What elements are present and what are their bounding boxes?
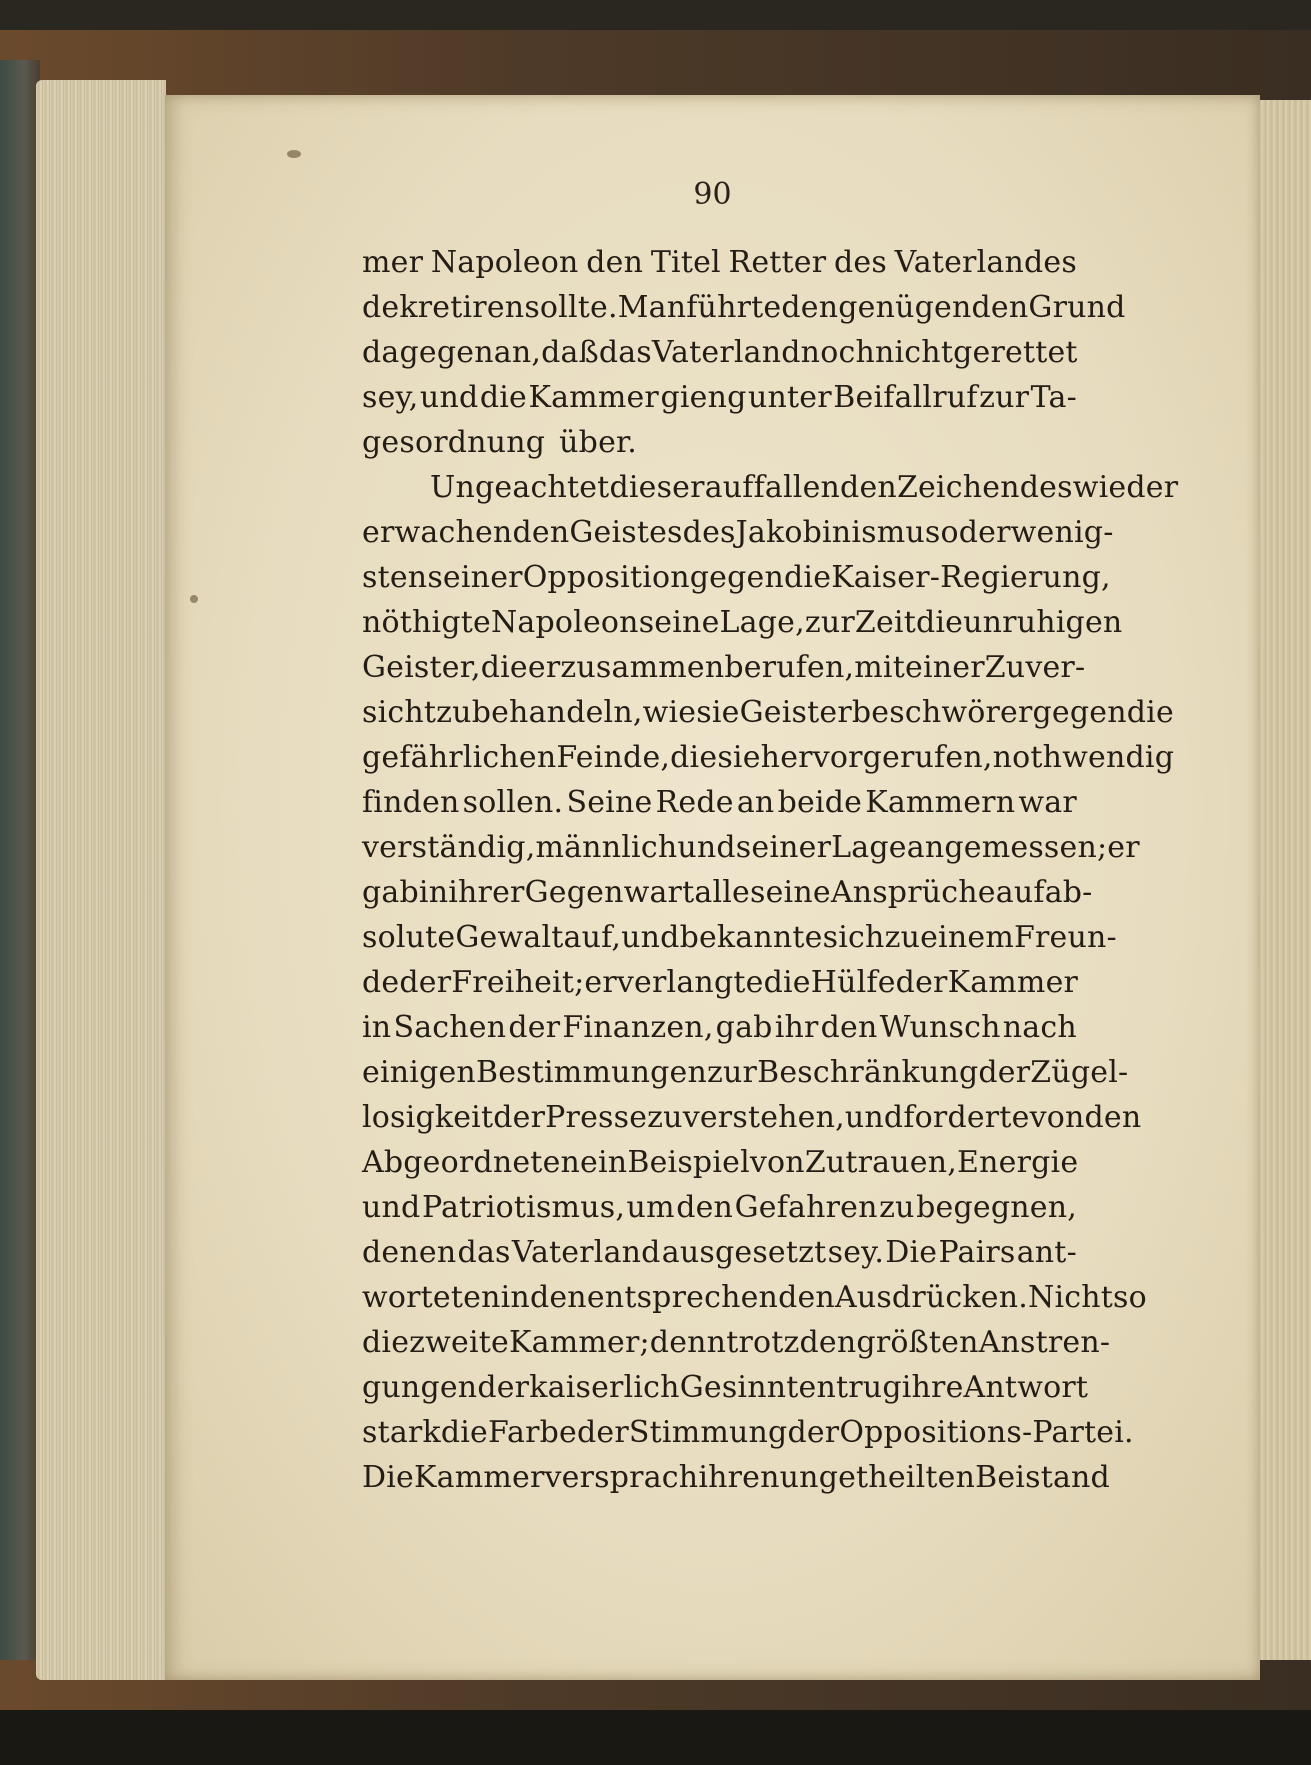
word: der xyxy=(477,1370,530,1405)
word: die xyxy=(440,1415,489,1450)
word: Bestimmungen xyxy=(475,1055,708,1090)
word: Energie xyxy=(957,1145,1079,1180)
word: ungetheilten xyxy=(779,1460,976,1495)
word: kaiserlich xyxy=(529,1370,680,1405)
word: ab- xyxy=(1044,875,1093,910)
word: zu xyxy=(436,695,472,730)
word: er xyxy=(1107,830,1140,865)
word: und xyxy=(677,830,736,865)
word: die xyxy=(670,740,718,775)
text-line xyxy=(362,1365,1089,1410)
word: denen xyxy=(362,1235,457,1270)
word: zur xyxy=(707,1055,758,1090)
word: zusammenberufen, xyxy=(560,650,855,685)
word: sich xyxy=(822,920,885,955)
word: Feinde, xyxy=(556,740,671,775)
word: versprach xyxy=(544,1460,699,1495)
word: den xyxy=(529,1280,587,1315)
word: das xyxy=(457,1235,511,1270)
word: auffallenden xyxy=(704,470,897,505)
word: nicht xyxy=(874,335,954,370)
word: Man xyxy=(617,290,687,325)
word: noch xyxy=(800,335,875,370)
word: gegen xyxy=(1032,695,1127,730)
word: den xyxy=(781,290,839,325)
word: sicht xyxy=(362,695,437,730)
word: einigen xyxy=(362,1055,476,1090)
word: zur xyxy=(804,605,855,640)
word: Kammer xyxy=(947,965,1079,1000)
word: und xyxy=(621,920,680,955)
word: daß xyxy=(541,335,599,370)
word: Beifallruf xyxy=(833,380,978,415)
word: die xyxy=(479,380,527,415)
word: Ungeachtet xyxy=(430,470,610,505)
word: Farbe xyxy=(488,1415,577,1450)
word: Kammer xyxy=(528,380,659,415)
text-line xyxy=(362,1320,1111,1365)
word: gefährlichen xyxy=(362,740,557,775)
word: verlangte xyxy=(616,965,764,1000)
word: denn xyxy=(649,1325,727,1360)
word: gab xyxy=(362,875,419,910)
word: Kammer; xyxy=(509,1325,650,1360)
word: so xyxy=(1113,1280,1147,1315)
word: Sachen xyxy=(393,1010,507,1045)
word: Napoleon xyxy=(430,245,579,280)
word: entsprechenden xyxy=(586,1280,835,1315)
word: größten xyxy=(856,1325,979,1360)
word: sey. xyxy=(827,1235,885,1270)
word: Kaiser-Regierung, xyxy=(831,560,1111,595)
word: zur xyxy=(979,380,1030,415)
word: die xyxy=(480,650,528,685)
word: behandeln, xyxy=(471,695,643,730)
text-line xyxy=(362,1005,1077,1050)
word: ant- xyxy=(1016,1235,1077,1270)
word: des xyxy=(682,515,736,550)
word: von xyxy=(1029,1100,1085,1135)
word: den xyxy=(1084,1100,1142,1135)
word: Anstren- xyxy=(978,1325,1111,1360)
text-line xyxy=(362,825,1140,870)
word: die xyxy=(1126,695,1174,730)
word: einer xyxy=(442,560,523,595)
word: worteten xyxy=(362,1280,501,1315)
word: des xyxy=(833,245,887,280)
word: alle xyxy=(694,875,750,910)
word: den xyxy=(799,1325,857,1360)
word: stark xyxy=(362,1415,441,1450)
word: die xyxy=(784,560,832,595)
word: und xyxy=(419,380,479,415)
word: ihre xyxy=(901,1370,964,1405)
book-page xyxy=(165,95,1260,1680)
word: auf, xyxy=(563,920,622,955)
word: nothwendig xyxy=(992,740,1175,775)
word: begegnen, xyxy=(916,1190,1077,1225)
word: Wunsch xyxy=(879,1010,1001,1045)
word: Lage xyxy=(831,830,907,865)
word: der xyxy=(493,1100,546,1135)
word: von xyxy=(749,1145,805,1180)
word: führte xyxy=(686,290,782,325)
word: sollen. xyxy=(462,785,564,820)
word: an, xyxy=(493,335,542,370)
page-number: 90 xyxy=(693,177,732,212)
text-line xyxy=(362,1230,1077,1275)
word: Seine xyxy=(566,785,653,820)
word: über. xyxy=(559,425,638,460)
word: einer xyxy=(904,650,985,685)
word: sollte. xyxy=(524,290,618,325)
word: Geisterbeschwörer xyxy=(739,695,1033,730)
word: ihrer xyxy=(448,875,525,910)
word: Freiheit; xyxy=(451,965,585,1000)
word: Finanzen, xyxy=(562,1010,714,1045)
text-line xyxy=(362,1050,1129,1095)
word: forderte xyxy=(903,1100,1030,1135)
text-line xyxy=(362,600,1123,645)
word: der xyxy=(895,965,948,1000)
text-line xyxy=(362,1140,1077,1185)
text-line xyxy=(362,1410,1134,1455)
word: der xyxy=(508,1010,561,1045)
word: Ausdrücken. xyxy=(834,1280,1028,1315)
word: angemessen; xyxy=(906,830,1108,865)
word: Jakobinismus xyxy=(735,515,941,550)
word: bekannte xyxy=(679,920,823,955)
word: auf xyxy=(995,875,1045,910)
word: stens xyxy=(362,560,443,595)
word: dagegen xyxy=(362,335,494,370)
word: gesordnung xyxy=(362,425,546,460)
word: Vaterland xyxy=(651,335,801,370)
word: mer xyxy=(362,245,424,280)
word: Geister, xyxy=(362,650,481,685)
word: unter xyxy=(747,380,832,415)
word: Zuver- xyxy=(984,650,1086,685)
word: Kammern xyxy=(865,785,1016,820)
word: Vaterlandes xyxy=(894,245,1077,280)
word: sey, xyxy=(362,380,419,415)
word: hervorgerufen, xyxy=(760,740,993,775)
text-line xyxy=(362,285,1126,330)
word: Pairs xyxy=(938,1235,1016,1270)
word: Retter xyxy=(728,245,827,280)
word: gegen xyxy=(689,560,785,595)
word: Die xyxy=(362,1460,415,1495)
word: Die xyxy=(885,1235,938,1270)
word: zu xyxy=(647,1100,683,1135)
word: Zeit xyxy=(854,605,916,640)
text-line xyxy=(362,1455,1110,1500)
word: Opposition xyxy=(522,560,690,595)
word: Napoleon xyxy=(490,605,639,640)
page-spot xyxy=(190,595,198,603)
text-line xyxy=(362,735,1175,780)
word: Geistes xyxy=(569,515,683,550)
text-line xyxy=(362,510,1114,555)
word: de xyxy=(362,965,400,1000)
word: Titel xyxy=(650,245,721,280)
word: sie xyxy=(696,695,740,730)
word: Nicht xyxy=(1028,1280,1114,1315)
word: dekretiren xyxy=(362,290,525,325)
body-text xyxy=(362,240,1179,1500)
word: Gefahren xyxy=(734,1190,878,1225)
word: gieng xyxy=(660,380,747,415)
word: Gesinnten xyxy=(679,1370,836,1405)
word: den xyxy=(586,245,644,280)
word: finden xyxy=(362,785,460,820)
word: Beistand xyxy=(975,1460,1110,1495)
word: dieser xyxy=(609,470,705,505)
word: die xyxy=(362,1325,410,1360)
word: den xyxy=(820,1010,878,1045)
word: an xyxy=(736,785,775,820)
word: gerettet xyxy=(953,335,1078,370)
text-line xyxy=(362,420,1077,465)
word: zu xyxy=(884,920,921,955)
text-line xyxy=(362,1275,1147,1320)
word: nöthigte xyxy=(362,605,491,640)
word: Ansprüche xyxy=(830,875,996,910)
word: sie xyxy=(717,740,761,775)
word: war xyxy=(1018,785,1077,820)
text-line xyxy=(362,1185,1077,1230)
word: die xyxy=(915,605,964,640)
text-line xyxy=(362,780,1077,825)
word: beide xyxy=(777,785,863,820)
word: der xyxy=(787,1415,840,1450)
word: um xyxy=(626,1190,675,1225)
text-line xyxy=(362,960,1077,1005)
word: verstehen, xyxy=(682,1100,845,1135)
word: Gegenwart xyxy=(524,875,695,910)
word: der xyxy=(978,1055,1031,1090)
word: Beschränkung xyxy=(757,1055,979,1090)
text-line xyxy=(362,915,1117,960)
word: in xyxy=(418,875,449,910)
word: einem xyxy=(920,920,1014,955)
word: gab xyxy=(715,1010,773,1045)
word: in xyxy=(500,1280,530,1315)
word: oder xyxy=(940,515,1011,550)
word: seine xyxy=(750,875,831,910)
word: Hülfe xyxy=(810,965,896,1000)
word: Stimmung xyxy=(628,1415,788,1450)
word: Zügel- xyxy=(1030,1055,1129,1090)
word: der xyxy=(576,1415,629,1450)
word: trug xyxy=(836,1370,902,1405)
word: des xyxy=(1019,470,1073,505)
word: verständig, xyxy=(362,830,536,865)
word: nach xyxy=(1002,1010,1077,1045)
word: er xyxy=(527,650,561,685)
word: ein xyxy=(580,1145,628,1180)
word: trotz xyxy=(726,1325,800,1360)
word: Grund xyxy=(1028,290,1126,325)
word: die xyxy=(763,965,811,1000)
word: erwachenden xyxy=(362,515,570,550)
word: den xyxy=(676,1190,734,1225)
word: Zutrauen, xyxy=(804,1145,957,1180)
word: und xyxy=(362,1190,421,1225)
word: Freun- xyxy=(1013,920,1117,955)
word: Presse xyxy=(545,1100,648,1135)
word: Beispiel xyxy=(627,1145,750,1180)
word: zu xyxy=(879,1190,915,1225)
page-spot xyxy=(287,150,301,158)
word: Gewalt xyxy=(455,920,564,955)
word: wenig- xyxy=(1010,515,1114,550)
word: Rede xyxy=(655,785,734,820)
word: wieder xyxy=(1072,470,1179,505)
word: Oppositions-Partei. xyxy=(839,1415,1134,1450)
word: Ta- xyxy=(1030,380,1077,415)
text-line xyxy=(362,690,1174,735)
word: seine xyxy=(638,605,720,640)
word: ihr xyxy=(774,1010,819,1045)
text-line xyxy=(362,645,1086,690)
word: Zeichen xyxy=(896,470,1020,505)
word: und xyxy=(844,1100,904,1135)
word: Antwort xyxy=(963,1370,1089,1405)
word: ihren xyxy=(698,1460,780,1495)
word: zweite xyxy=(409,1325,509,1360)
word: Patriotismus, xyxy=(421,1190,626,1225)
word: männlich xyxy=(535,830,678,865)
text-line xyxy=(362,555,1111,600)
cover-spine-edge xyxy=(0,60,40,1660)
word: gungen xyxy=(362,1370,478,1405)
word: Kammer xyxy=(414,1460,545,1495)
word: ausgesetzt xyxy=(661,1235,827,1270)
text-line xyxy=(362,1095,1142,1140)
word: mit xyxy=(854,650,905,685)
word: solute xyxy=(362,920,456,955)
word: seiner xyxy=(735,830,832,865)
word: in xyxy=(362,1010,392,1045)
text-line xyxy=(362,465,1179,510)
left-page-edges xyxy=(36,80,166,1680)
word: Vaterland xyxy=(511,1235,661,1270)
text-line xyxy=(362,240,1077,285)
word: der xyxy=(399,965,452,1000)
word: unruhigen xyxy=(963,605,1123,640)
word: das xyxy=(598,335,652,370)
word: er xyxy=(584,965,617,1000)
word: Abgeordneten xyxy=(362,1145,581,1180)
word: wie xyxy=(642,695,697,730)
text-line xyxy=(362,870,1093,915)
word: Lage, xyxy=(719,605,805,640)
text-line xyxy=(362,330,1077,375)
word: genügenden xyxy=(838,290,1029,325)
word: losigkeit xyxy=(362,1100,494,1135)
text-line xyxy=(362,375,1077,420)
